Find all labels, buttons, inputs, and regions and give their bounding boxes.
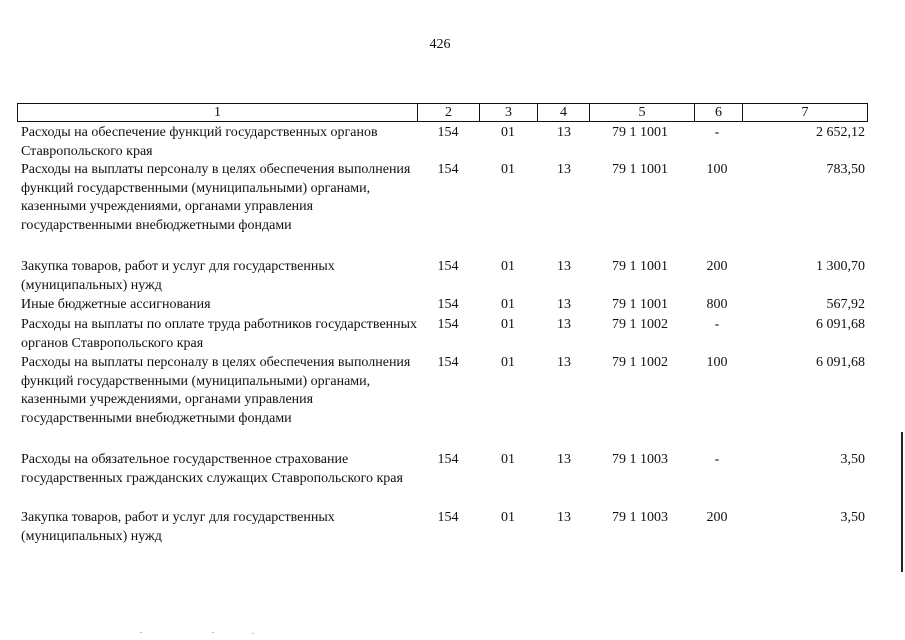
- row-amount: 3,50: [840, 510, 865, 525]
- row-subsection-code: 13: [557, 259, 571, 274]
- row-subsection-code: 13: [557, 162, 571, 177]
- row-amount: 6 091,68: [816, 317, 865, 332]
- row-name: Иные бюджетные ассигнования: [21, 297, 211, 312]
- row-target-code: 79 1 1003: [612, 510, 668, 525]
- row-ministry-code: 154: [437, 125, 459, 140]
- row-section-code: 01: [501, 317, 515, 332]
- scan-speck: [140, 632, 142, 633]
- header-col-7: 7: [743, 104, 868, 122]
- row-ministry-code: 154: [437, 259, 459, 274]
- scan-edge-line: [901, 432, 903, 572]
- row-subsection-code: 13: [557, 355, 571, 370]
- row-target-code: 79 1 1001: [612, 162, 668, 177]
- row-target-code: 79 1 1002: [612, 317, 668, 332]
- row-ministry-code: 154: [437, 510, 459, 525]
- row-expense-type: -: [714, 125, 720, 140]
- row-amount: 3,50: [840, 452, 865, 467]
- scan-speck: [212, 632, 214, 633]
- row-ministry-code: 154: [437, 297, 459, 312]
- row-section-code: 01: [501, 162, 515, 177]
- row-subsection-code: 13: [557, 452, 571, 467]
- row-section-code: 01: [501, 510, 515, 525]
- row-target-code: 79 1 1001: [612, 259, 668, 274]
- page-number: 426: [429, 37, 451, 52]
- row-name: Расходы на выплаты персоналу в целях обеспечения выполнения функций государственными (муниципальными) органами, казенными учреждениями, органами управления государственными внебюджетными фондами: [21, 355, 411, 426]
- row-subsection-code: 13: [557, 510, 571, 525]
- scan-speck: [252, 633, 254, 634]
- row-amount: 2 652,12: [816, 125, 865, 140]
- row-target-code: 79 1 1003: [612, 452, 668, 467]
- row-name: Закупка товаров, работ и услуг для государственных (муниципальных) нужд: [21, 259, 335, 293]
- header-col-1: 1: [18, 104, 418, 122]
- row-expense-type: -: [714, 452, 720, 467]
- header-col-4: 4: [538, 104, 590, 122]
- row-amount: 6 091,68: [816, 355, 865, 370]
- header-col-3: 3: [480, 104, 538, 122]
- row-amount: 783,50: [826, 162, 865, 177]
- header-col-2: 2: [418, 104, 480, 122]
- row-section-code: 01: [501, 297, 515, 312]
- row-target-code: 79 1 1002: [612, 355, 668, 370]
- row-section-code: 01: [501, 452, 515, 467]
- row-section-code: 01: [501, 125, 515, 140]
- header-col-5: 5: [590, 104, 695, 122]
- row-expense-type: 100: [706, 162, 728, 177]
- row-amount: 1 300,70: [816, 259, 865, 274]
- column-number-header: [17, 103, 868, 122]
- row-target-code: 79 1 1001: [612, 297, 668, 312]
- row-amount: 567,92: [826, 297, 865, 312]
- row-name: Расходы на выплаты по оплате труда работников государственных органов Ставропольского края: [21, 317, 418, 351]
- row-subsection-code: 13: [557, 317, 571, 332]
- row-subsection-code: 13: [557, 297, 571, 312]
- row-ministry-code: 154: [437, 355, 459, 370]
- row-ministry-code: 154: [437, 162, 459, 177]
- row-section-code: 01: [501, 259, 515, 274]
- row-target-code: 79 1 1001: [612, 125, 668, 140]
- row-expense-type: 100: [706, 355, 728, 370]
- row-section-code: 01: [501, 355, 515, 370]
- row-expense-type: 200: [706, 510, 728, 525]
- row-expense-type: 800: [706, 297, 728, 312]
- row-name: Расходы на обязательное государственное страхование государственных гражданских служащих Ставропольского края: [21, 452, 403, 486]
- row-ministry-code: 154: [437, 452, 459, 467]
- row-name: Расходы на выплаты персоналу в целях обеспечения выполнения функций государственными (муниципальными) органами, казенными учреждениями, органами управления государственными внебюджетными фондами: [21, 162, 411, 233]
- row-expense-type: 200: [706, 259, 728, 274]
- row-subsection-code: 13: [557, 125, 571, 140]
- row-name: Расходы на обеспечение функций государственных органов Ставропольского края: [21, 125, 378, 159]
- row-ministry-code: 154: [437, 317, 459, 332]
- header-col-6: 6: [695, 104, 743, 122]
- row-name: Закупка товаров, работ и услуг для государственных (муниципальных) нужд: [21, 510, 335, 544]
- row-expense-type: -: [714, 317, 720, 332]
